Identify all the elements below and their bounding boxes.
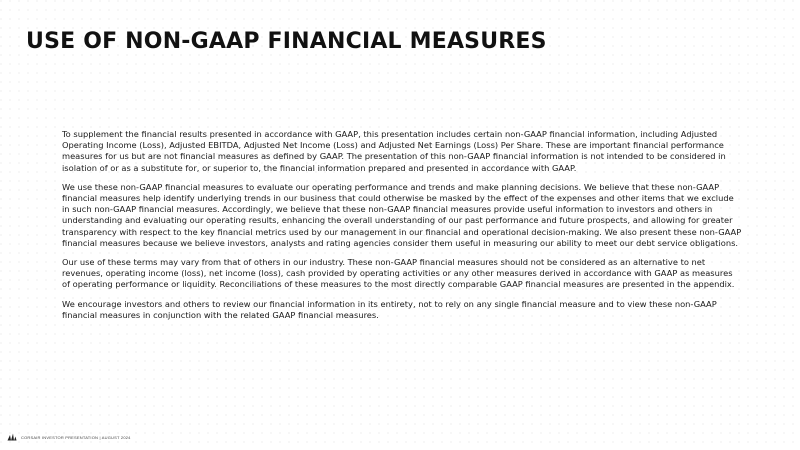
paragraph-intro: To supplement the financial results presented in accordance with GAAP, this presentation includes certain non-GAAP financial information, including Adjusted Operating Income (Loss), Adjusted EBITDA, Adjusted Net Income (Loss) and Adjusted Net Earnings (Loss) Per Share. These are important financial performance measures for us but are not financial measures as defined by GAAP. The presentation of this non-GAAP financial information is not intended to be considered in isolation of or as a substitute for, or superior to, the financial information prepared and presented in accordance with GAAP.	[62, 129, 726, 173]
page-title: USE OF NON-GAAP FINANCIAL MEASURES	[26, 29, 547, 54]
paragraph-variation: Our use of these terms may vary from that of others in our industry. These non-GAAP financial measures should not be considered as an alternative to net revenues, operating income (loss), net income (loss), cash provided by operating activities or any other measures derived in accordance with GAAP as measures of operating performance or liquidity. Reconciliations of these measures to the most directly comparable GAAP financial measures are presented in the appendix.	[62, 257, 735, 290]
paragraph-usage: We use these non-GAAP financial measures to evaluate our operating performance and trends and make planning decisions. We believe that these non-GAAP financial measures help identify underlying trends in our business that could otherwise be masked by the effect of the expenses and other items that we exclude in such non-GAAP financial measures. Accordingly, we believe that these non-GAAP financial measures provide useful information to investors and others in understanding and evaluating our operating results, enhancing the overall understanding of our past performance and future prospects, and allowing for greater transparency with respect to the key financial metrics used by our management in our financial and operational decision-making. We also present these non-GAAP financial measures because we believe investors, analysts and rating agencies consider them useful in measuring our ability to meet our debt service obligations.	[62, 181, 742, 248]
footer-text: CORSAIR INVESTOR PRESENTATION | AUGUST 2024	[21, 434, 131, 440]
footer	[7, 433, 131, 441]
body-text	[62, 129, 742, 329]
paragraph-encouragement: We encourage investors and others to review our financial information in its entirety, not to rely on any single financial measure and to view these non-GAAP financial measures in conjunction with the related GAAP financial measures.	[62, 298, 717, 320]
sails-logo-icon	[7, 433, 17, 441]
